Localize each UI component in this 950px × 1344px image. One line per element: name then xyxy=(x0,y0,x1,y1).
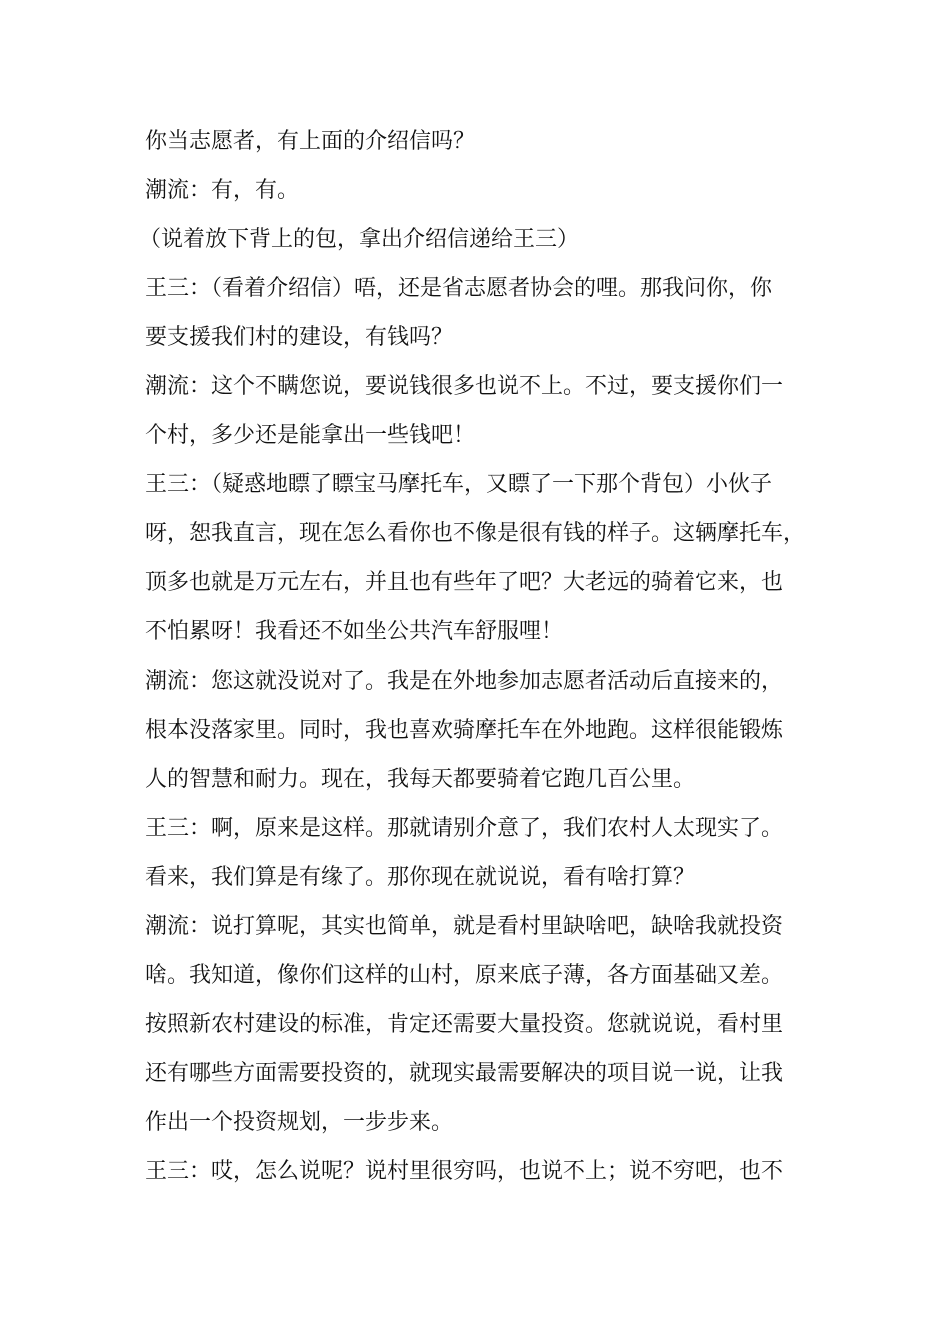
text-line: 顶多也就是万元左右，并且也有些年了吧？大老远的骑着它来，也 xyxy=(145,570,784,596)
text-line: 啥。我知道，像你们这样的山村，原来底子薄，各方面基础又差。 xyxy=(145,962,784,988)
text-line: 潮流：说打算呢，其实也简单，就是看村里缺啥吧，缺啥我就投资 xyxy=(145,913,784,939)
text-line: 看来，我们算是有缘了。那你现在就说说，看有啥打算？ xyxy=(145,864,696,890)
text-line: 还有哪些方面需要投资的，就现实最需要解决的项目说一说，让我 xyxy=(145,1060,784,1086)
text-line: 要支援我们村的建设，有钱吗？ xyxy=(145,325,454,351)
text-line: 潮流：您这就没说对了。我是在外地参加志愿者活动后直接来的， xyxy=(145,668,784,694)
text-line: 王三：啊，原来是这样。那就请别介意了，我们农村人太现实了。 xyxy=(145,815,784,841)
text-line: 王三：哎，怎么说呢？说村里很穷吗，也说不上；说不穷吧，也不 xyxy=(145,1158,784,1184)
text-line: 你当志愿者，有上面的介绍信吗？ xyxy=(145,129,476,154)
text-line: 潮流：这个不瞒您说，要说钱很多也说不上。不过，要支援你们一 xyxy=(145,374,784,400)
text-line: 人的智慧和耐力。现在，我每天都要骑着它跑几百公里。 xyxy=(145,766,696,792)
text-line: 根本没落家里。同时，我也喜欢骑摩托车在外地跑。这样很能锻炼 xyxy=(145,717,784,743)
text-line: 作出一个投资规划，一步步来。 xyxy=(145,1109,454,1135)
text-line: 呀，恕我直言，现在怎么看你也不像是很有钱的样子。这辆摩托车， xyxy=(145,521,806,547)
text-line: 按照新农村建设的标准，肯定还需要大量投资。您就说说，看村里 xyxy=(145,1011,784,1037)
text-line: 王三：（看着介绍信）唔，还是省志愿者协会的哩。那我问你，你 xyxy=(145,276,773,302)
dialogue-text xyxy=(139,122,806,1201)
text-line: 潮流：有，有。 xyxy=(145,178,300,204)
text-line: 不怕累呀！我看还不如坐公共汽车舒服哩！ xyxy=(145,619,564,645)
text-line: 王三：（疑惑地瞟了瞟宝马摩托车，又瞟了一下那个背包）小伙子 xyxy=(145,472,773,498)
text-line: 个村，多少还是能拿出一些钱吧！ xyxy=(145,423,476,449)
stage-direction-line: （说着放下背上的包，拿出介绍信递给王三） xyxy=(139,227,580,253)
